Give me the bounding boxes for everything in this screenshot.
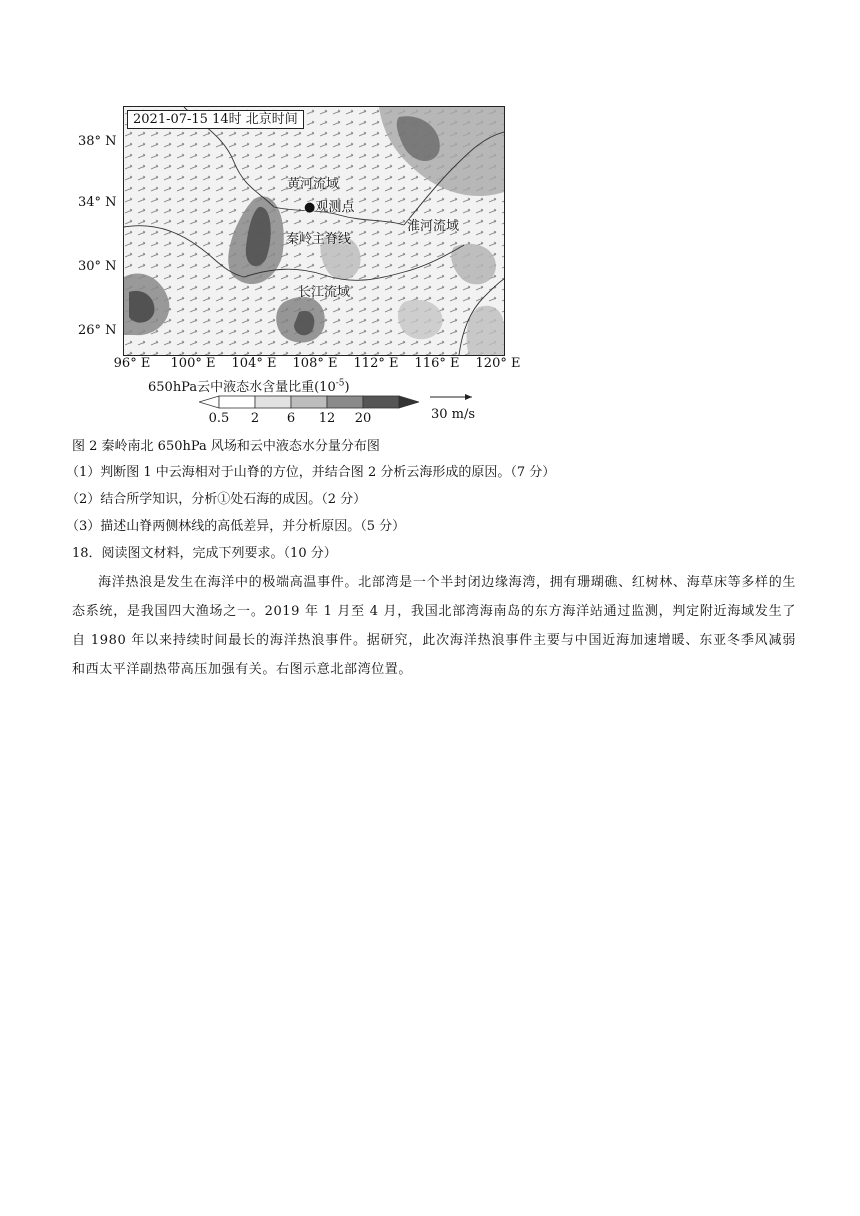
legend-swatch-0 (219, 396, 255, 408)
question-3: （3）描述山脊两侧林线的高低差异，并分析原因。（5 分） (66, 519, 406, 534)
lat-label-38: 38° N (78, 134, 117, 149)
lon-label-116: 116° E (414, 356, 460, 371)
question-18-body: 海洋热浪是发生在海洋中的极端高温事件。北部湾是一个半封闭边缘海湾，拥有珊瑚礁、红树林、海草床等多样的生态系统，是我国四大渔场之一。2019 年 1 月至 4 月，我国北部湾海南岛的东方海洋站通过监测，判定附近海域发生了自 1980 年以来持续时间最长的海洋热浪事件。据研究，此次海洋热浪事件主要与中国近海加速增暖、东亚冬季风减弱和西太平洋副热带高压加强有关。右图示意北部湾位置。 (72, 575, 796, 677)
legend-color-bar (199, 395, 419, 409)
map-title: 2021-07-15 14时 北京时间 (127, 110, 304, 129)
legend-value-2: 6 (286, 411, 296, 426)
changjiang-basin-label: 长江流域 (298, 285, 351, 300)
wind-field-figure (78, 102, 526, 432)
legend-value-4: 20 (354, 411, 372, 426)
qinling-ridge-label: 秦岭主脊线 (286, 232, 352, 247)
lon-label-96: 96° E (113, 356, 151, 371)
lat-label-34: 34° N (78, 195, 117, 210)
legend-swatch-1 (255, 396, 291, 408)
wind-scale-label: 30 m/s (431, 407, 476, 422)
legend-swatch-3 (327, 396, 363, 408)
legend-swatch-4 (363, 396, 399, 408)
question-18-material (72, 568, 796, 684)
legend-swatch-2 (291, 396, 327, 408)
lon-label-112: 112° E (353, 356, 399, 371)
lon-label-108: 108° E (292, 356, 338, 371)
legend-value-1: 2 (250, 411, 260, 426)
lon-label-104: 104° E (231, 356, 277, 371)
legend-value-3: 12 (318, 411, 336, 426)
figure-caption: 图 2 秦岭南北 650hPa 风场和云中液态水分量分布图 (72, 439, 380, 454)
lat-label-26: 26° N (78, 323, 117, 338)
lon-label-100: 100° E (170, 356, 216, 371)
huanghe-basin-label: 黄河流域 (287, 177, 340, 192)
question-18-heading: 18．阅读图文材料，完成下列要求。（10 分） (72, 546, 337, 561)
question-2: （2）结合所学知识，分析①处石海的成因。（2 分） (66, 492, 367, 507)
lon-label-120: 120° E (475, 356, 521, 371)
wind-scale-arrow (430, 392, 476, 402)
observation-point-label: ●观测点 (304, 200, 355, 215)
map-panel (123, 106, 505, 356)
lat-label-30: 30° N (78, 259, 117, 274)
question-1: （1）判断图 1 中云海相对于山脊的方位，并结合图 2 分析云海形成的原因。（7 分） (66, 465, 556, 480)
huaihe-basin-label: 淮河流域 (407, 219, 460, 234)
legend-title: 650hPa云中液态水含量比重$(10^{-5})$ (148, 378, 350, 395)
legend-value-0: 0.5 (208, 411, 230, 426)
